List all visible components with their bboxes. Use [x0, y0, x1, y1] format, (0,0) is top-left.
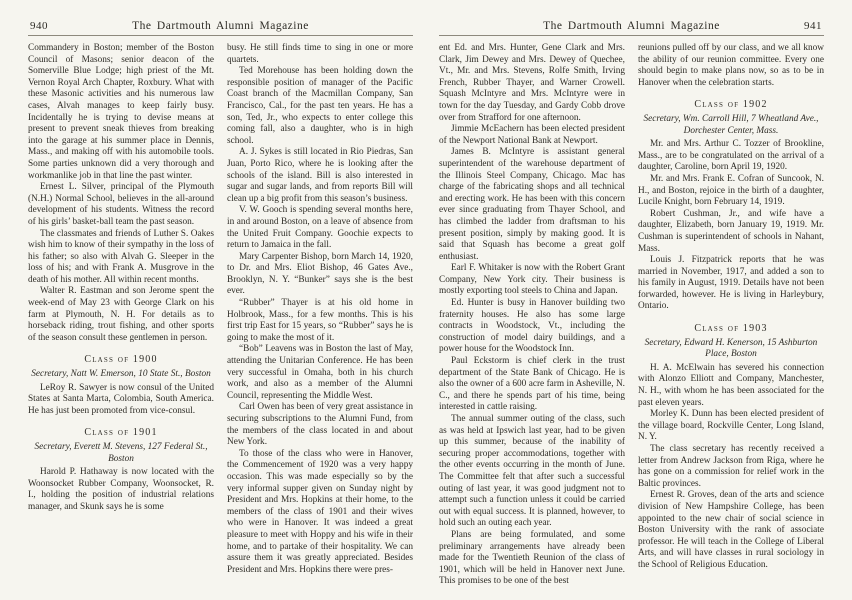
- paragraph: Mary Carpenter Bishop, born March 14, 1920, to Dr. and Mrs. Eliot Bishop, 46 Gates Ave., Brooklyn, N. Y. “Bunker” says she is the best ever.: [227, 251, 413, 297]
- header-rule-left: [28, 35, 413, 36]
- paragraph: “Bob” Leavens was in Boston the last of May, attending the Unitarian Conference. He has been very successful in Omaha, both in his church work, and also as a member of the Alumni Council, representing the Middle West.: [227, 344, 413, 401]
- magazine-title-right: The Dartmouth Alumni Magazine: [543, 20, 720, 32]
- page-header-right: [439, 20, 824, 35]
- column-left-1: [28, 43, 214, 594]
- magazine-title-left: The Dartmouth Alumni Magazine: [132, 20, 309, 32]
- paragraph: Paul Eckstorm is chief clerk in the trust department of the State Bank of Chicago. He is also the owner of a 600 acre farm in Asheville, N. C., and there he spends part of his time, being interested in cattle raising.: [439, 356, 625, 413]
- paragraph: Ed. Hunter is busy in Hanover building two fraternity houses. He also has some large contracts in Woodstock, Vt., including the construction of model dairy buildings, and a power house for the Woodstock Inn.: [439, 298, 625, 355]
- paragraph: To those of the class who were in Hanover, the Commencement of 1920 was a very happy occasion. This was made especially so by the very informal supper given on Sunday night by President and Mrs. Hopkins at their home, to the members of the class of 1901 and their wives who were in Hanover. It was indeed a great pleasure to meet with Hoppy and his wife in their home, and to partake of their hospitality. We can assure them it was greatly appreciated. Besides President and Mrs. Hopkins there were pres-: [227, 448, 413, 575]
- paragraph-continued: busy. He still finds time to sing in one or more quartets.: [227, 43, 413, 65]
- paragraph: Ted Morehouse has been holding down the responsible position of manager of the Pacific Coast branch of the Macmillan Company, San Francisco, Cal., for the past ten years. He has a son, Ted, Jr., who expects to enter college this coming fall, also a daughter, who is in high school.: [227, 66, 413, 146]
- class-heading: Class of 1902: [694, 99, 768, 111]
- class-heading: Class of 1901: [84, 427, 158, 439]
- paragraph: H. A. McElwain has severed his connection with Alonzo Elliott and Company, Manchester, N. H., with whom he has been associated for the past eleven years.: [638, 362, 824, 408]
- paragraph: Robert Cushman, Jr., and wife have a daughter, Elizabeth, born January 19, 1919. Mr. Cushman is superintendent of schools in Nahant, Mass.: [638, 208, 824, 254]
- page-number-right: 941: [804, 20, 822, 32]
- paragraph: Ernest R. Groves, dean of the arts and science division of New Hampshire College, has been appointed to the new chair of social science in Boston University with the rank of associate professor. He will teach in the College of Liberal Arts, and will have classes in rural sociology in the School of Religious Education.: [638, 490, 824, 570]
- paragraph: “Rubber” Thayer is at his old home in Holbrook, Mass., for a few months. This is his first trip East for 15 years, so “Rubber” says he is going to make the most of it.: [227, 298, 413, 343]
- paragraph: Plans are being formulated, and some preliminary arrangements have already been made for the Twentieth Reunion of the class of 1901, which will be held in Hanover next June. This promises to be one of the best: [439, 529, 625, 587]
- paragraph-continued: reunions pulled off by our class, and we all know the ability of our reunion committee. Every one should begin to make plans now, so as to be in Hanover when the celebration starts.: [638, 43, 824, 88]
- paragraph: James B. McIntyre is assistant general superintendent of the warehouse department of the Illinois Steel Company, Chicago. Mac has charge of the fabricating shops and all technical and erecting work. He has been with this concern ever since graduating from Thayer School, and has climbed the ladder from draftsman to his present position, simply by making good. It is said that Squash has become a great golf enthusiast.: [439, 147, 625, 262]
- paragraph: Jimmie McEachern has been elected president of the Newport National Bank at Newport.: [439, 124, 625, 146]
- paragraph: The class secretary has recently received a letter from Andrew Jackson from Riga, where he has gone on a commission for relief work in the Baltic provinces.: [638, 444, 824, 489]
- column-right-1: [439, 43, 625, 594]
- page-right: [439, 20, 824, 594]
- paragraph: Earl F. Whitaker is now with the Robert Grant Company, New York city. Their business is mostly exporting tool steels to China and Japan.: [439, 263, 625, 297]
- columns-left: [28, 43, 413, 594]
- header-rule-right: [439, 35, 824, 36]
- paragraph: Morley K. Dunn has been elected president of the village board, Rockville Center, Long Island, N. Y.: [638, 409, 824, 443]
- paragraph: Ernest L. Silver, principal of the Plymouth (N.H.) Normal School, believes in the all-around development of his students. Witness the record of his girls’ basket-ball team the past season.: [28, 182, 214, 227]
- paragraph: The annual summer outing of the class, such as was held at Ipswich last year, had to be given up this summer, because of the inability of securing proper accommodations, together with the other events occurring in the month of June. The Committee felt that after such a successful outing of last year, it was good judgment not to attempt such a function unless it could be carried out with equal success. It is planned, however, to hold such an outing each year.: [439, 414, 625, 529]
- secretary-line: Secretary, Wm. Carroll Hill, 7 Wheatland Ave., Dorchester Center, Mass.: [643, 113, 819, 136]
- paragraph-continued: Commandery in Boston; member of the Boston Council of Masons; senior deacon of the Somerville Blue Lodge; high priest of the Mt. Vernon Royal Arch Chapter, Roxbury. What with these Masonic activities and his numerous law cases, Alvah manages to keep fairly busy. Incidentally he is trying to devise means at present to prevent sneak thieves from breaking into the garage at his summer place in Dennis, Mass., and making off with his automobile tools. Some parties unknown did a very thorough and workmanlike job in that line the past winter.: [28, 43, 214, 181]
- page-number-left: 940: [30, 20, 48, 32]
- column-right-2: [638, 43, 824, 594]
- page-header-left: [28, 20, 413, 35]
- page-left: [28, 20, 413, 594]
- paragraph: V. W. Gooch is spending several months here, in and around Boston, on a leave of absence from the United Fruit Company. Goochie expects to return to Jamaica in the fall.: [227, 205, 413, 251]
- paragraph: Walter R. Eastman and son Jerome spent the week-end of May 23 with George Clark on his farm at Plymouth, N. H. For details as to horseback riding, trout fishing, and other sports of the season consult these gentlemen in person.: [28, 286, 214, 343]
- class-heading: Class of 1900: [84, 354, 158, 366]
- paragraph: A. J. Sykes is still located in Rio Piedras, San Juan, Porto Rico, where he is looking after the schools of the island. Bill is also interested in sugar and sugar lands, and from reports Bill will clean up a big profit from this season’s business.: [227, 147, 413, 204]
- paragraph: Mr. and Mrs. Frank E. Cofran of Suncook, N. H., and Boston, rejoice in the birth of a daughter, Lucile Knight, born February 14, 1919.: [638, 173, 824, 208]
- secretary-line: Secretary, Everett M. Stevens, 127 Federal St., Boston: [34, 442, 208, 464]
- secretary-line: Secretary, Edward H. Kenerson, 15 Ashburton Place, Boston: [644, 337, 818, 360]
- paragraph: Carl Owen has been of very great assistance in securing subscriptions to the Alumni Fund, from the members of the class located in and about New York.: [227, 402, 413, 448]
- paragraph-continued: ent Ed. and Mrs. Hunter, Gene Clark and Mrs. Clark, Jim Dewey and Mrs. Dewey of Quechee, Vt., Mr. and Mrs. Stevens, Rolfe Smith, Irving French, Rubber Thayer, and Warner Crowell. Squash McIntyre and Mrs. McIntyre were in town for the day Tuesday, and Gardy Cobb drove over from Strafford for one afternoon.: [439, 43, 625, 123]
- column-left-2: [227, 43, 413, 594]
- paragraph: Harold P. Hathaway is now located with the Woonsocket Rubber Company, Woonsocket, R. I., holding the position of industrial relations manager, and Skunk says he is some: [28, 467, 214, 512]
- paragraph: LeRoy R. Sawyer is now consul of the United States at Santa Marta, Colombia, South America. He has just been promoted from vice-consul.: [28, 382, 214, 416]
- paragraph: Louis J. Fitzpatrick reports that he was married in November, 1917, and added a son to his family in August, 1919. Details have not been forwarded, however. He is living in Harleybury, Ontario.: [638, 255, 824, 312]
- class-heading: Class of 1903: [694, 323, 768, 335]
- columns-right: [439, 43, 824, 594]
- paragraph: The classmates and friends of Luther S. Oakes wish him to know of their sympathy in the loss of his father; so also with Alvah G. Sleeper in the loss of his; and with Frank A. Musgrove in the death of his mother. All within recent months.: [28, 228, 214, 285]
- paragraph: Mr. and Mrs. Arthur C. Tozzer of Brookline, Mass., are to be congratulated on the arrival of a daughter, Caroline, born April 19, 1920.: [638, 139, 824, 173]
- secretary-line: Secretary, Natt W. Emerson, 10 State St., Boston: [31, 369, 211, 380]
